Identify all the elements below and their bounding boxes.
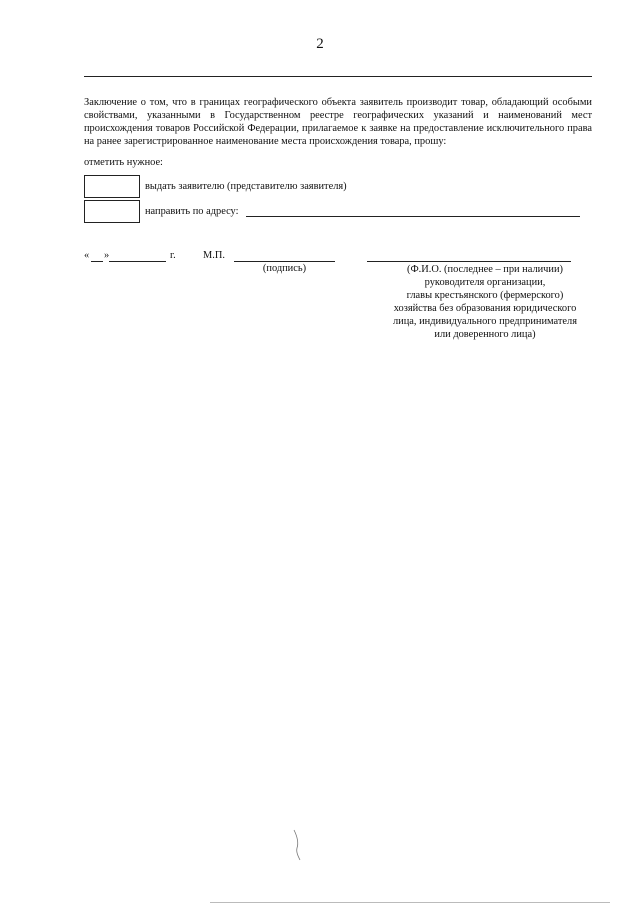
bottom-scan-edge <box>210 902 610 903</box>
address-input-line[interactable] <box>246 216 580 217</box>
date-day-field[interactable] <box>91 261 103 262</box>
fio-caption <box>360 263 610 341</box>
header-rule <box>84 76 592 77</box>
signature-caption: (подпись) <box>262 263 307 274</box>
fio-caption-line: хозяйства без образования юридического <box>393 303 577 314</box>
fio-caption-line: руководителя организации, <box>424 277 546 288</box>
scan-artifact-mark <box>288 828 304 862</box>
date-month-field[interactable] <box>109 261 166 262</box>
checkbox-issue-to-applicant[interactable] <box>84 175 140 198</box>
page-number: 2 <box>316 36 324 52</box>
fio-caption-line: или доверенного лица) <box>434 329 536 340</box>
fio-caption-line: (Ф.И.О. (последнее – при наличии) <box>406 264 563 275</box>
option-issue-to-applicant-label: выдать заявителю (представителю заявителя) <box>145 181 347 192</box>
signature-field[interactable] <box>234 261 335 262</box>
year-suffix: г. <box>170 250 176 261</box>
mark-needed-label: отметить нужное: <box>84 157 163 168</box>
stamp-place-label: М.П. <box>203 250 225 261</box>
date-close-quote: » <box>104 250 110 261</box>
fio-caption-line: главы крестьянского (фермерского) <box>406 290 564 301</box>
intro-paragraph: Заключение о том, что в границах географического объекта заявитель производит товар, обладающий особыми свойствами, указанными в Государственном реестре географических указаний и наименований мест происхождения товаров Российской Федерации, прилагаемое к заявке на предоставление исключительного права на ранее зарегистрированное наименование места происхождения товара, прошу: <box>84 97 592 147</box>
fio-caption-line: лица, индивидуального предпринимателя <box>393 316 577 327</box>
option-send-to-address-label: направить по адресу: <box>145 206 239 217</box>
date-open-quote: « <box>84 250 90 261</box>
fio-field[interactable] <box>367 261 571 262</box>
checkbox-send-to-address[interactable] <box>84 200 140 223</box>
